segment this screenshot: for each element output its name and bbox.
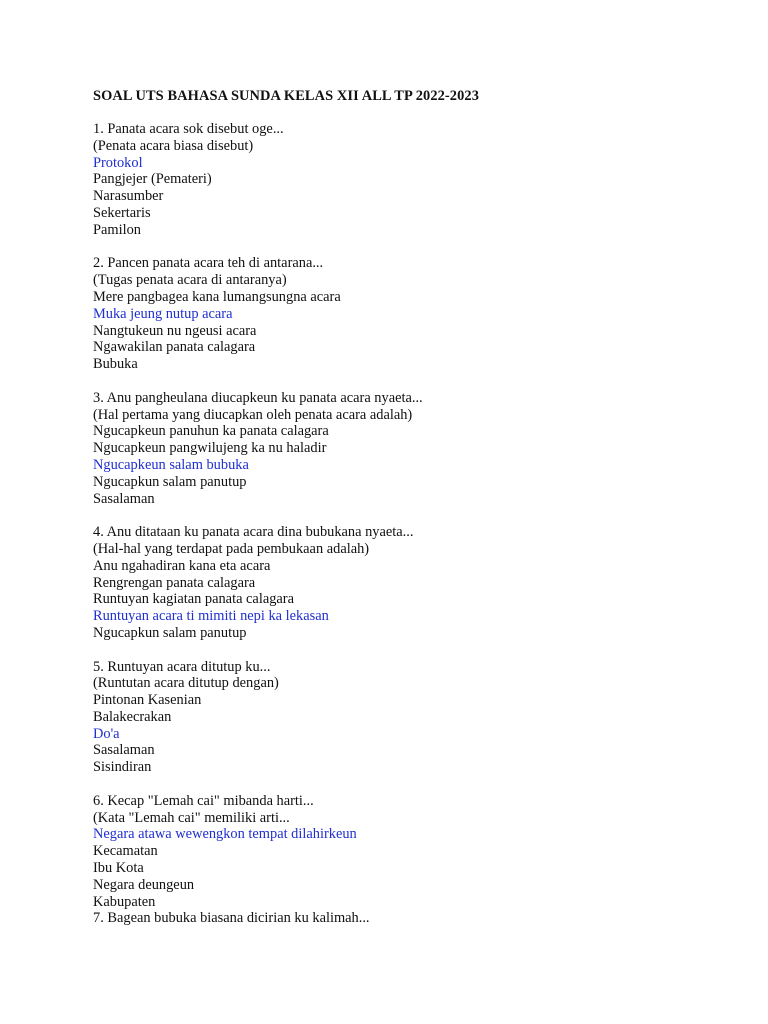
question-5 bbox=[93, 659, 733, 777]
answer-option-correct: Do'a bbox=[93, 725, 120, 742]
answer-option: Pamilon bbox=[93, 221, 141, 238]
answer-option: Sekertaris bbox=[93, 204, 151, 221]
answer-option-correct: Protokol bbox=[93, 154, 143, 171]
answer-option-correct: Negara atawa wewengkon tempat dilahirkeun bbox=[93, 826, 357, 843]
question-translation: (Hal-hal yang terdapat pada pembukaan adalah) bbox=[93, 540, 370, 557]
question-prompt: 3. Anu pangheulana diucapkeun ku panata acara nyaeta... bbox=[93, 389, 423, 406]
question-3 bbox=[93, 390, 733, 508]
answer-option: Ibu Kota bbox=[93, 860, 144, 877]
answer-option-correct: Ngucapkeun salam bubuka bbox=[93, 456, 249, 473]
question-1 bbox=[93, 121, 733, 239]
question-translation: (Penata acara biasa disebut) bbox=[93, 137, 254, 154]
answer-option-correct: Muka jeung nutup acara bbox=[93, 305, 233, 322]
answer-option: Sasalaman bbox=[93, 490, 155, 507]
answer-option: Kabupaten bbox=[93, 893, 156, 910]
question-prompt: 2. Pancen panata acara teh di antarana... bbox=[93, 255, 324, 272]
question-prompt: 7. Bagean bubuka biasana dicirian ku kalimah... bbox=[93, 910, 370, 927]
answer-option: Bubuka bbox=[93, 356, 138, 373]
question-7 bbox=[93, 910, 733, 927]
answer-option: Sisindiran bbox=[93, 759, 152, 776]
question-translation: (Runtutan acara ditutup dengan) bbox=[93, 675, 279, 692]
answer-option: Nangtukeun nu ngeusi acara bbox=[93, 322, 257, 339]
question-translation: (Kata "Lemah cai" memiliki arti... bbox=[93, 809, 290, 826]
question-2 bbox=[93, 255, 733, 373]
answer-option-correct: Runtuyan acara ti mimiti nepi ka lekasan bbox=[93, 608, 329, 625]
question-translation: (Tugas penata acara di antaranya) bbox=[93, 272, 287, 289]
answer-option: Pintonan Kasenian bbox=[93, 692, 202, 709]
answer-option: Balakecrakan bbox=[93, 708, 172, 725]
answer-option: Runtuyan kagiatan panata calagara bbox=[93, 591, 294, 608]
answer-option: Kecamatan bbox=[93, 843, 158, 860]
answer-option: Ngucapkeun panuhun ka panata calagara bbox=[93, 423, 329, 440]
answer-option: Ngucapkun salam panutup bbox=[93, 624, 247, 641]
question-prompt: 6. Kecap "Lemah cai" mibanda harti... bbox=[93, 792, 314, 809]
answer-option: Ngucapkun salam panutup bbox=[93, 473, 247, 490]
answer-option: Mere pangbagea kana lumangsungna acara bbox=[93, 288, 341, 305]
answer-option: Negara deungeun bbox=[93, 876, 195, 893]
answer-option: Narasumber bbox=[93, 188, 164, 205]
question-4 bbox=[93, 524, 733, 642]
answer-option: Anu ngahadiran kana eta acara bbox=[93, 557, 271, 574]
answer-option: Rengrengan panata calagara bbox=[93, 574, 256, 591]
question-translation: (Hal pertama yang diucapkan oleh penata acara adalah) bbox=[93, 406, 413, 423]
answer-option: Ngawakilan panata calagara bbox=[93, 339, 256, 356]
question-prompt: 5. Runtuyan acara ditutup ku... bbox=[93, 658, 271, 675]
question-prompt: 1. Panata acara sok disebut oge... bbox=[93, 121, 284, 137]
question-6 bbox=[93, 793, 733, 911]
answer-option: Sasalaman bbox=[93, 742, 155, 759]
question-prompt: 4. Anu ditataan ku panata acara dina bubukana nyaeta... bbox=[93, 524, 414, 541]
answer-option: Pangjejer (Pemateri) bbox=[93, 171, 212, 188]
document-title: SOAL UTS BAHASA SUNDA KELAS XII ALL TP 2022-2023 bbox=[93, 88, 479, 104]
question-list bbox=[93, 121, 733, 927]
answer-option: Ngucapkeun pangwilujeng ka nu haladir bbox=[93, 440, 327, 457]
